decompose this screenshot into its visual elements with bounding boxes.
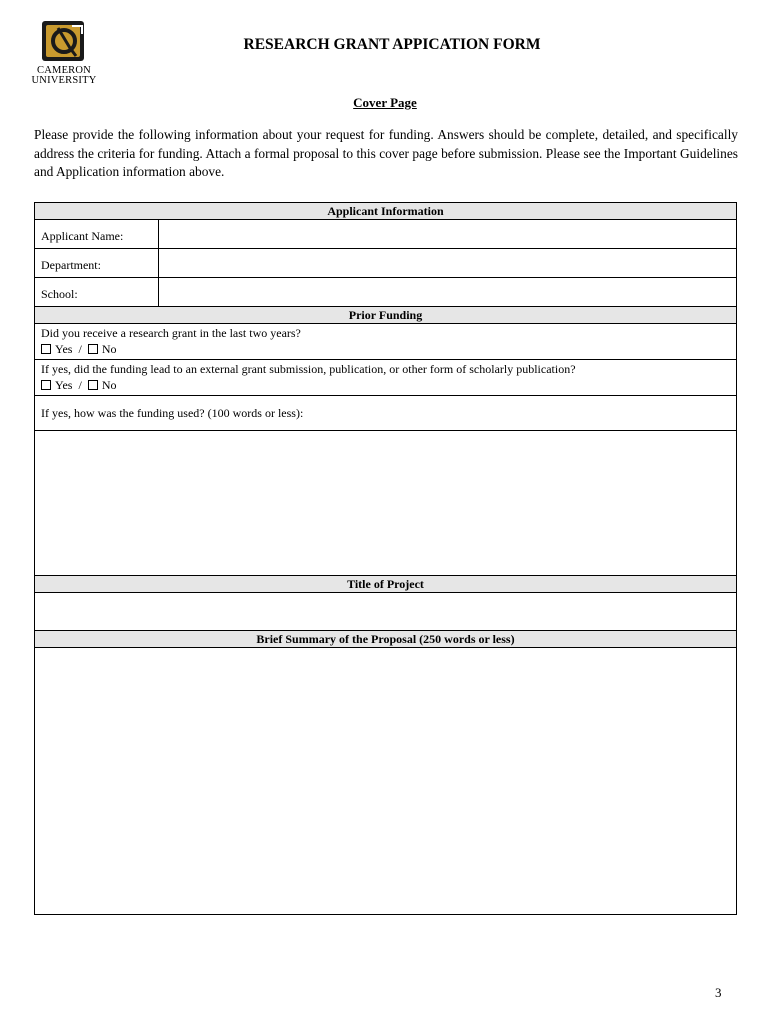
applicant-name-label: Applicant Name: xyxy=(35,220,159,248)
funding-outcome-yes-checkbox[interactable] xyxy=(41,380,51,390)
funding-outcome-yes-label: Yes xyxy=(55,378,73,392)
prior-grant-options xyxy=(41,341,730,357)
applicant-name-row xyxy=(35,219,736,248)
funding-use-question: If yes, how was the funding used? (100 words or less): xyxy=(35,395,736,430)
proposal-summary-header: Brief Summary of the Proposal (250 words or less) xyxy=(35,630,736,647)
school-label: School: xyxy=(35,278,159,306)
funding-outcome-no-checkbox[interactable] xyxy=(88,380,98,390)
applicant-information-header: Applicant Information xyxy=(35,203,736,219)
funding-outcome-question xyxy=(35,359,736,395)
page-number: 3 xyxy=(715,985,722,1000)
form-title: RESEARCH GRANT APPICATION FORM xyxy=(243,36,541,53)
prior-grant-yes-label: Yes xyxy=(55,342,73,356)
applicant-name-field[interactable] xyxy=(159,220,736,248)
department-field[interactable] xyxy=(159,249,736,277)
project-title-header: Title of Project xyxy=(35,575,736,592)
prior-grant-question xyxy=(35,323,736,359)
department-row xyxy=(35,248,736,277)
department-label: Department: xyxy=(35,249,159,277)
option-separator: / xyxy=(78,378,82,392)
funding-use-answer-area[interactable] xyxy=(35,430,736,575)
application-form-table xyxy=(34,202,737,915)
cover-page-subtitle: Cover Page xyxy=(353,95,417,110)
project-title-field[interactable] xyxy=(35,592,736,630)
intro-paragraph: Please provide the following information about your request for funding. Answers should be complete, detailed, and specifically address the criteria for funding. Attach a formal proposal to this cover page before submission. Please see the Important Guidelines and Application information above. xyxy=(34,127,738,179)
option-separator: / xyxy=(78,342,82,356)
school-field[interactable] xyxy=(159,278,736,306)
school-row xyxy=(35,277,736,306)
prior-funding-header: Prior Funding xyxy=(35,306,736,323)
logo-text-line1: CAMERON xyxy=(37,65,91,76)
proposal-summary-field[interactable] xyxy=(35,647,736,914)
prior-grant-no-label: No xyxy=(101,342,117,356)
prior-grant-question-text: Did you receive a research grant in the last two years? xyxy=(41,326,301,340)
funding-outcome-options xyxy=(41,377,730,393)
prior-grant-yes-checkbox[interactable] xyxy=(41,344,51,354)
funding-outcome-no-label: No xyxy=(101,378,117,392)
prior-grant-no-checkbox[interactable] xyxy=(88,344,98,354)
logo-text-line2: UNIVERSITY xyxy=(31,75,97,86)
funding-outcome-question-text: If yes, did the funding lead to an external grant submission, publication, or other form of scholarly publication? xyxy=(41,362,576,376)
